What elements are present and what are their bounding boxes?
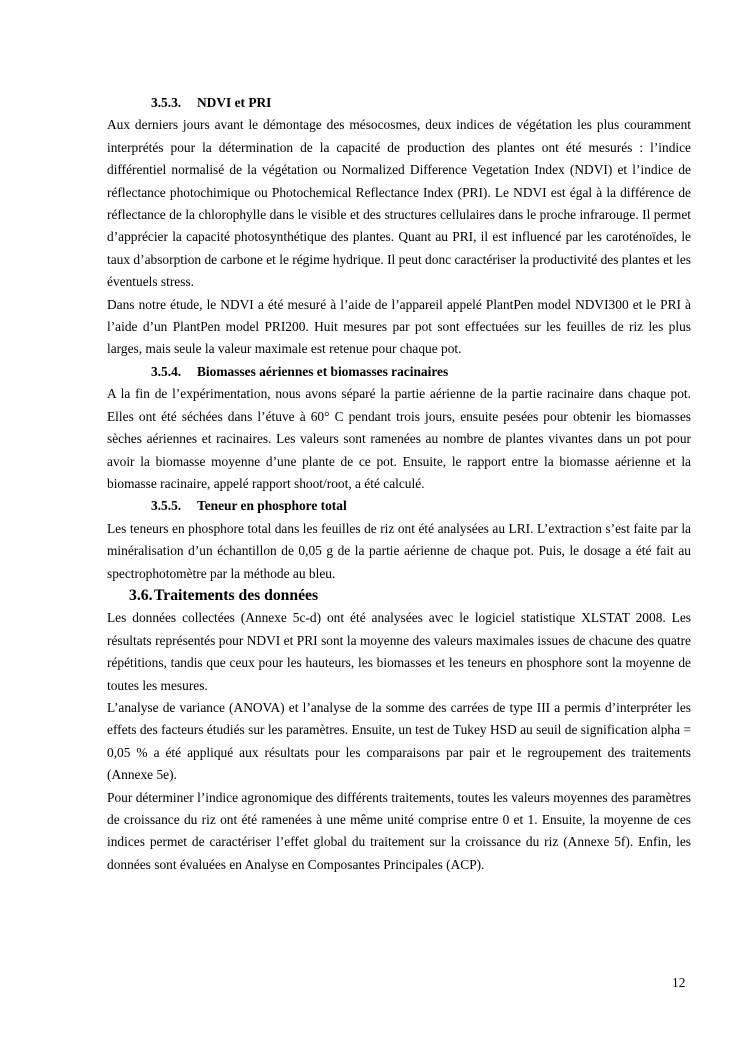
page-number: 12: [672, 975, 686, 990]
paragraph: A la fin de l’expérimentation, nous avons séparé la partie aérienne de la partie racinaire dans chaque pot. Elles ont été séchées dans l’étuve à 60° C pendant trois jours, ensuite pesées pour obtenir les biomasses sèches aériennes et racinaires. Les valeurs sont ramenées au nombre de plantes vivantes dans un pot pour avoir la biomasse moyenne d’une plante de ce pot. Ensuite, le rapport entre la biomasse aérienne et la biomasse racinaire, appelé rapport shoot/root, a été calculé.: [107, 386, 691, 491]
section-number: 3.6.: [129, 586, 153, 604]
section-number: 3.5.3.: [151, 95, 182, 110]
paragraph: Pour déterminer l’indice agronomique des différents traitements, toutes les valeurs moyennes des paramètres de croissance du riz ont été ramenées à une même unité comprise entre 0 et 1. Ensuite, la moyenne de ces indices permet de caractériser l’effet global du traitement sur la croissance du riz (Annexe 5f). Enfin, les données sont évaluées en Analyse en Composantes Principales (ACP).: [107, 789, 691, 872]
paragraph: Les teneurs en phosphore total dans les feuilles de riz ont été analysées au LRI. L’extraction s’est faite par la minéralisation d’un échantillon de 0,05 g de la partie aérienne de chaque pot. Puis, le dosage a été fait au spectrophotomètre par la méthode au bleu.: [107, 520, 691, 581]
paragraph: Aux derniers jours avant le démontage des mésocosmes, deux indices de végétation les plus couramment interprétés pour la détermination de la capacité de production des plantes ont été mesurés : l’indice différentiel normalisé de la végétation ou Normalized Difference Vegetation Index (NDVI) et l’indice de réflectance photochimique ou Photochemical Reflectance Index (PRI). Le NDVI est égal à la différence de réflectance de la chlorophylle dans le visible et des structures cellulaires dans le proche infrarouge. Il permet d’apprécier la capacité photosynthétique des plantes. Quant au PRI, il est influencé par les caroténoïdes, le taux d’absorption de carbone et le régime hydrique. Il peut donc caractériser la productivité des plantes et les éventuels stress.: [107, 117, 691, 290]
paragraph: Les données collectées (Annexe 5c-d) ont été analysées avec le logiciel statistique XLSTAT 2008. Les résultats représentés pour NDVI et PRI sont la moyenne des valeurs maximales issues de chacune des quatre répétitions, tandis que ceux pour les hauteurs, les biomasses et les teneurs en phosphore sont la moyenne de toutes les mesures.: [107, 610, 691, 693]
section-heading-3-5-4: [107, 361, 691, 383]
section-title: Teneur en phosphore total: [197, 498, 347, 514]
page-content: [107, 92, 691, 876]
section-number: 3.5.4.: [151, 363, 182, 379]
paragraph: Dans notre étude, le NDVI a été mesuré à l’aide de l’appareil appelé PlantPen model NDVI300 et le PRI à l’aide d’un PlantPen model PRI200. Huit mesures par pot sont effectuées sur les feuilles de riz les plus larges, mais seule la valeur maximale est retenue pour chaque pot.: [107, 296, 691, 357]
section-title: NDVI et PRI: [197, 95, 272, 110]
section-title: Biomasses aériennes et biomasses racinaires: [197, 363, 449, 379]
section-title: Traitements des données: [154, 586, 319, 604]
paragraph: L’analyse de variance (ANOVA) et l’analyse de la somme des carrées de type III a permis d’interpréter les effets des facteurs étudiés sur les paramètres. Ensuite, un test de Tukey HSD au seuil de signification alpha = 0,05 % a été appliqué aux résultats pour les comparaisons par pair et le regroupement des traitements (Annexe 5e).: [107, 699, 691, 783]
section-heading-3-5-5: [107, 495, 691, 517]
section-heading-3-6: [107, 585, 691, 607]
section-number: 3.5.5.: [151, 498, 182, 514]
section-heading-3-5-3: [107, 92, 691, 114]
